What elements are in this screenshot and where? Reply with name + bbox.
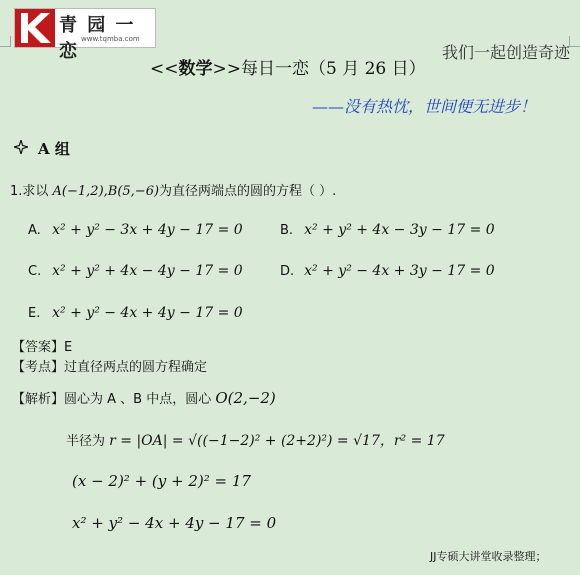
analysis-line-4: x² + y² − 4x + 4y − 17 = 0 <box>72 514 277 532</box>
option-letter: E. <box>28 306 41 321</box>
topic-label: 【考点】 <box>12 360 65 375</box>
footer-note: JJ专硕大讲堂收录整理； <box>430 550 547 563</box>
option-equation: x² + y² + 4x − 4y − 17 = 0 <box>52 263 243 279</box>
topic-value: 过直径两点的圆方程确定 <box>64 360 208 375</box>
logo-text: 青 园 一 恋 <box>59 15 136 62</box>
analysis-line-3: (x − 2)² + (y + 2)² = 17 <box>72 472 251 490</box>
logo-url: www.tqmba.com <box>81 35 140 43</box>
crop-mark <box>0 36 11 47</box>
option-e <box>28 305 243 321</box>
option-a <box>28 222 243 238</box>
title-prefix: << <box>150 59 179 79</box>
question-text-before: 求以 <box>22 184 53 199</box>
logo <box>14 8 156 62</box>
option-d <box>280 263 495 279</box>
option-equation: x² + y² + 4x − 3y − 17 = 0 <box>304 222 495 238</box>
title-subject: 数学 <box>178 59 213 79</box>
crop-mark <box>569 36 580 47</box>
analysis-line2-math: r = |OA| = √((−1−2)² + (2+2)²) = √17，r² = 17 <box>109 433 445 449</box>
answer-value: E <box>64 340 73 355</box>
option-equation: x² + y² − 4x + 3y − 17 = 0 <box>304 263 495 279</box>
answer-label: 【答案】 <box>12 340 65 355</box>
option-letter: B. <box>280 223 294 238</box>
group-heading <box>14 138 70 159</box>
group-label: A 组 <box>38 140 70 158</box>
logo-k-icon <box>15 9 55 47</box>
question-text <box>10 180 336 199</box>
title-suffix: >>每日一恋（5 月 26 日） <box>212 59 426 79</box>
option-c <box>28 263 243 279</box>
option-letter: A. <box>28 223 41 238</box>
answer-line <box>12 336 72 355</box>
analysis-line-1 <box>12 388 276 407</box>
topic-line <box>12 356 207 375</box>
analysis-label: 【解析】 <box>12 392 65 407</box>
question-text-after: 为直径两端点的圆的方程（ ）. <box>159 184 337 199</box>
analysis-line2-text: 半径为 <box>66 434 110 449</box>
four-point-star-icon <box>14 140 28 158</box>
question-number: 1. <box>10 184 23 199</box>
analysis-line1-math: O(2,−2) <box>215 389 276 407</box>
question-points: A(−1,2),B(5,−6) <box>52 184 160 199</box>
analysis-line-2 <box>66 430 445 450</box>
option-letter: D. <box>280 264 295 279</box>
slogan: ——没有热忱，世间便无进步！ <box>312 97 537 116</box>
option-equation: x² + y² − 3x + 4y − 17 = 0 <box>52 222 243 238</box>
option-b <box>280 222 495 238</box>
option-equation: x² + y² − 4x + 4y − 17 = 0 <box>52 305 243 321</box>
page-title <box>150 54 426 79</box>
slogan-top: 我们一起创造奇迹 <box>442 43 571 62</box>
analysis-line1-text: 圆心为 A 、B 中点，圆心 <box>64 392 216 407</box>
option-letter: C. <box>28 264 42 279</box>
